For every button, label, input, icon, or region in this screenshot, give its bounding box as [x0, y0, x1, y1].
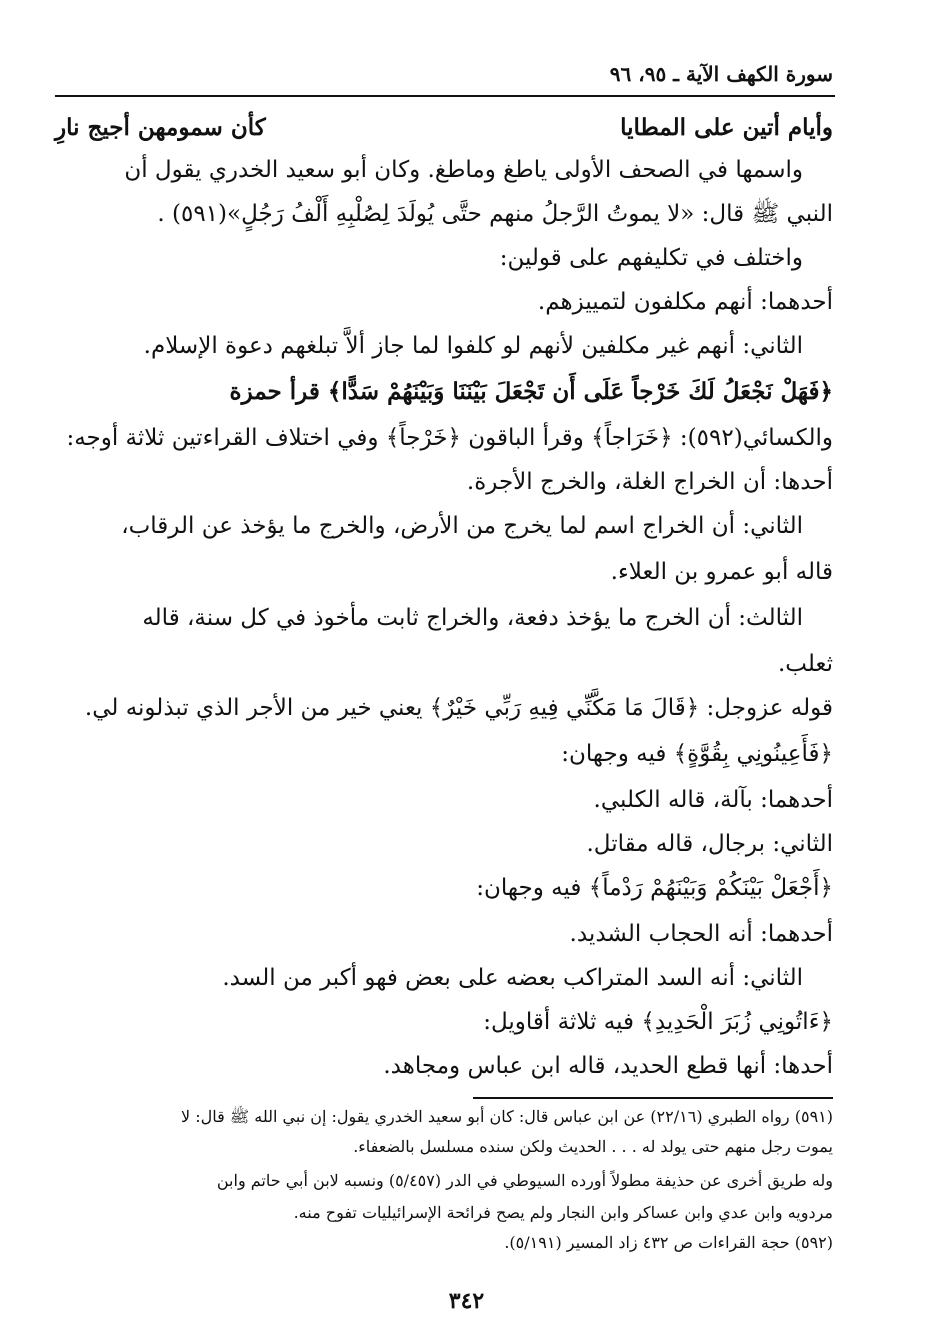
body-line: أحدها: أنها قطع الحديد، قاله ابن عباس ومجاهد.: [383, 1053, 833, 1079]
body-line: ثعلب.: [777, 651, 833, 677]
quran-verse-line: ﴿ءَاتُونِي زُبَرَ الْحَدِيدِ﴾ فيه ثلاثة أقاويل:: [483, 1009, 833, 1035]
body-line: واسمها في الصحف الأولى ياطغ وماطغ. وكان أبو سعيد الخدري يقول أن: [124, 157, 803, 183]
footnote-line: يموت رجل منهم حتى يولد له . . . الحديث ولكن سنده مسلسل بالضعفاء.: [353, 1137, 833, 1156]
poetry-verse: [55, 108, 833, 148]
footnote-line: وله طريق أخرى عن حذيفة مطولاً أورده السيوطي في الدر (٥/٤٥٧) ونسبه لابن أبي حاتم وابن: [216, 1171, 833, 1190]
footnote-line: (٥٩٢) حجة القراءات ص ٤٣٢ زاد المسير (٥/١٩١).: [504, 1233, 833, 1252]
footnote-line: مردويه وابن عدي وابن عساكر وابن النجار ولم يصح فرائحة الإسرائيليات تفوح منه.: [293, 1203, 833, 1222]
body-line: أحدها: أن الخراج الغلة، والخرج الأجرة.: [466, 469, 833, 495]
body-line: الثاني: أن الخراج اسم لما يخرج من الأرض، والخرج ما يؤخذ عن الرقاب،: [121, 513, 803, 539]
header-rule: [55, 95, 835, 97]
verse-second-hemistich: كأن سمومهن أجيج نارِ: [55, 114, 266, 141]
body-line: الثاني: برجال، قاله مقاتل.: [586, 831, 833, 857]
body-line: الثاني: أنه السد المتراكب بعضه على بعض فهو أكبر من السد.: [222, 965, 803, 991]
body-line: قاله أبو عمرو بن العلاء.: [610, 559, 833, 585]
footnote-line: (٥٩١) رواه الطبري (٢٢/١٦) عن ابن عباس قال: كان أبو سعيد الخدري يقول: إن نبي الله ﷺ قال: لا: [181, 1107, 833, 1126]
quran-verse-line: ﴿فَهَلْ نَجْعَلُ لَكَ خَرْجاً عَلَى أَن تَجْعَلَ بَيْنَنَا وَبَيْنَهُمْ سَدًّا﴾ قرأ حمزة: [229, 378, 833, 405]
quran-verse-line: ﴿أَجْعَلْ بَيْنَكُمْ وَبَيْنَهُمْ رَدْماً﴾ فيه وجهان:: [476, 875, 833, 901]
body-line: والكسائي(٥٩٢): ﴿خَرَاجاً﴾ وقرأ الباقون ﴿خَرْجاً﴾ وفي اختلاف القراءتين ثلاثة أوجه:: [66, 425, 833, 451]
body-line: الثاني: أنهم غير مكلفين لأنهم لو كلفوا لما جاز ألاَّ تبلغهم دعوة الإسلام.: [143, 333, 803, 359]
running-head: سورة الكهف الآية ـ ٩٥، ٩٦: [609, 62, 833, 86]
body-line: أحدهما: أنه الحجاب الشديد.: [569, 921, 833, 947]
body-line: قوله عزوجل: ﴿قَالَ مَا مَكَّنِّي فِيهِ رَبِّي خَيْرٌ﴾ يعني خير من الأجر الذي تبذلونه لي.: [84, 695, 833, 721]
body-line: النبي ﷺ قال: «لا يموتُ الرَّجلُ منهم حتَّى يُولَدَ لِصُلْبِهِ أَلْفُ رَجُلٍ»(٥٩١) .: [157, 201, 833, 227]
body-line: واختلف في تكليفهم على قولين:: [499, 245, 803, 271]
body-line: أحدهما: بآلة، قاله الكلبي.: [593, 787, 833, 813]
footnote-rule: [473, 1097, 833, 1099]
quran-verse-line: ﴿فَأَعِينُونِي بِقُوَّةٍ﴾ فيه وجهان:: [561, 741, 833, 767]
verse-first-hemistich: وأيام أتين على المطايا: [620, 114, 833, 141]
body-line: الثالث: أن الخرج ما يؤخذ دفعة، والخراج ثابت مأخوذ في كل سنة، قاله: [142, 605, 803, 631]
body-line: أحدهما: أنهم مكلفون لتمييزهم.: [537, 289, 833, 315]
page-number: ٣٤٢: [448, 1288, 485, 1314]
